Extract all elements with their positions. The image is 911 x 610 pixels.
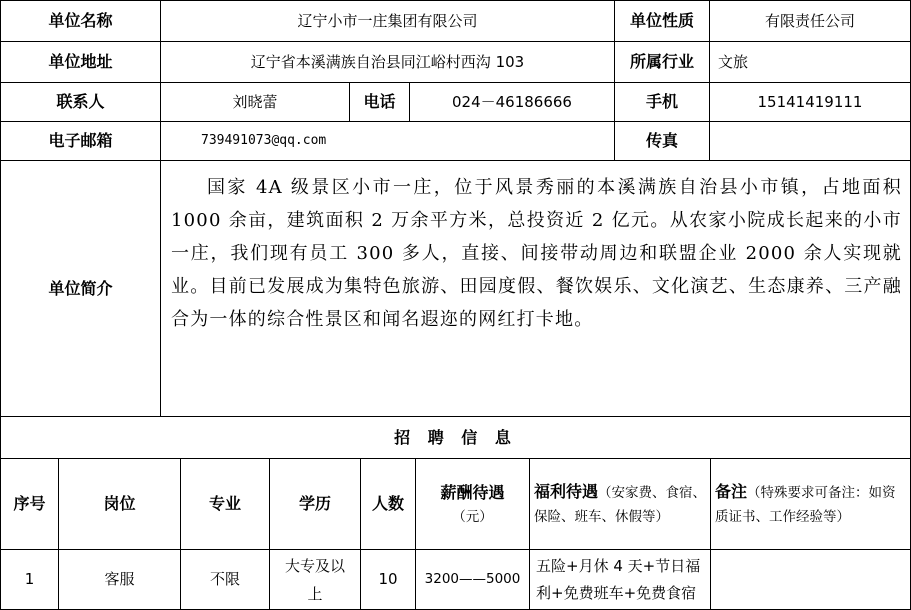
header-remark xyxy=(710,458,911,550)
unit-name-label: 单位名称 xyxy=(0,0,161,42)
header-salary xyxy=(415,458,530,550)
header-salary-main: 薪酬待遇 xyxy=(440,482,505,502)
intro-label: 单位简介 xyxy=(0,160,161,417)
contact-label: 联系人 xyxy=(0,82,161,122)
intro-text-cell xyxy=(160,160,911,417)
header-count: 人数 xyxy=(360,458,416,550)
row-welfare: 五险+月休 4 天+节日福利+免费班车+免费食宿 xyxy=(529,549,711,610)
industry-value: 文旅 xyxy=(709,41,911,83)
phone-label: 电话 xyxy=(349,82,410,122)
row-major: 不限 xyxy=(180,549,270,610)
phone-value: 024－46186666 xyxy=(409,82,615,122)
row-position: 客服 xyxy=(58,549,181,610)
fax-label: 传真 xyxy=(614,121,710,161)
unit-nature-label: 单位性质 xyxy=(614,0,710,42)
unit-nature-value: 有限责任公司 xyxy=(709,0,911,42)
header-welfare xyxy=(529,458,711,550)
header-major: 专业 xyxy=(180,458,270,550)
header-no: 序号 xyxy=(0,458,59,550)
intro-text: 国家 4A 级景区小市一庄，位于风景秀丽的本溪满族自治县小市镇，占地面积 1000 余亩，建筑面积 2 万余平方米，总投资近 2 亿元。从农家小院成长起来的小市一庄，我们现有员工 300 多人，直接、间接带动周边和联盟企业 2000 余人实现就业。目前已发展成为集特色旅游、田园度假、餐饮娱乐、文化演艺、生态康养、三产融合为一体的综合性景区和闻名遐迩的网红打卡地。 xyxy=(171,177,902,330)
header-education: 学历 xyxy=(269,458,361,550)
mobile-label: 手机 xyxy=(614,82,710,122)
email-label: 电子邮箱 xyxy=(0,121,161,161)
mobile-value: 15141419111 xyxy=(709,82,911,122)
row-education: 大专及以上 xyxy=(269,549,361,610)
industry-label: 所属行业 xyxy=(614,41,710,83)
header-remark-main: 备注 xyxy=(715,481,748,501)
recruit-title: 招 聘 信 息 xyxy=(0,416,911,459)
row-remark xyxy=(710,549,911,610)
header-salary-sub: （元） xyxy=(452,508,493,525)
unit-address-value: 辽宁省本溪满族自治县同江峪村西沟 103 xyxy=(160,41,615,83)
header-welfare-sub: （安家费、食宿、保险、班车、休假等） xyxy=(534,484,707,525)
unit-address-label: 单位地址 xyxy=(0,41,161,83)
header-remark-sub: （特殊要求可备注：如资质证书、工作经验等） xyxy=(715,484,896,525)
email-value: 739491073@qq.com xyxy=(160,121,615,161)
row-salary: 3200——5000 xyxy=(415,549,530,610)
row-count: 10 xyxy=(360,549,416,610)
contact-value: 刘晓蕾 xyxy=(160,82,350,122)
header-welfare-main: 福利待遇 xyxy=(534,481,599,501)
unit-name-value: 辽宁小市一庄集团有限公司 xyxy=(160,0,615,42)
header-position: 岗位 xyxy=(58,458,181,550)
fax-value xyxy=(709,121,911,161)
row-no: 1 xyxy=(0,549,59,610)
